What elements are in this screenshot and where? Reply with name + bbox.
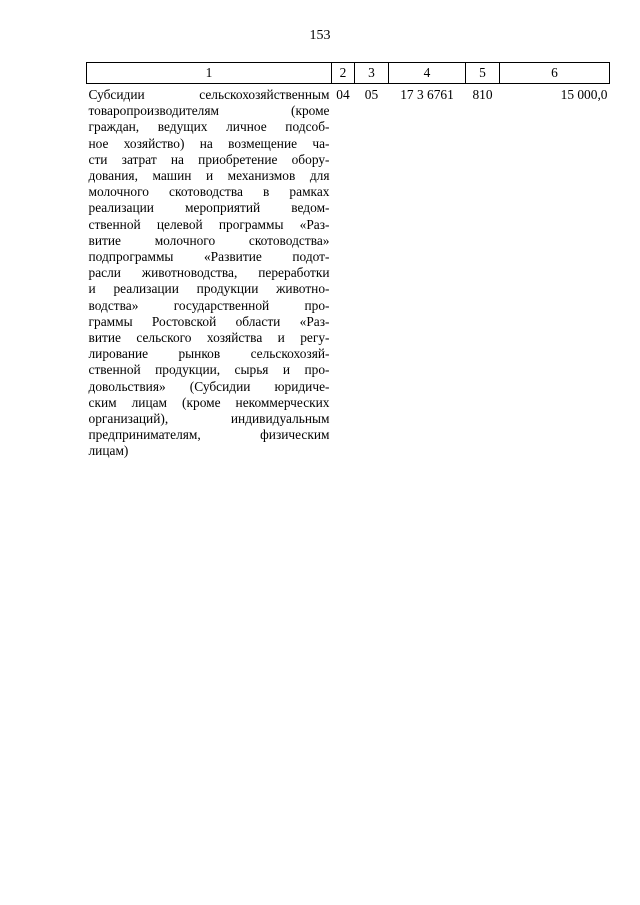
column-header-6: 6 <box>500 63 610 84</box>
description-line: ским лицам (кроме некоммерческих <box>88 394 330 410</box>
description-line: подпрограммы «Развитие подот- <box>88 249 330 265</box>
description-line: ственной продукции, сырья и про- <box>88 362 330 378</box>
description-line: ное хозяйство) на возмещение ча- <box>88 135 330 151</box>
description-line: водства» государственной про- <box>88 297 330 313</box>
description-line: Субсидии сельскохозяйственным <box>88 87 330 102</box>
description-line: витие молочного скотоводства» <box>88 232 330 248</box>
description-line: ственной целевой программы «Раз- <box>88 216 330 232</box>
budget-table <box>86 62 610 460</box>
table-row <box>87 84 610 460</box>
description-line: расли животноводства, переработки <box>88 265 330 281</box>
page-number: 153 <box>309 28 331 43</box>
column-header-4: 4 <box>389 63 466 84</box>
table-header-row <box>87 63 610 84</box>
description-line: граждан, ведущих личное подсоб- <box>88 119 330 135</box>
description-line: молочного скотоводства в рамках <box>88 184 330 200</box>
description-line: граммы Ростовской области «Раз- <box>88 313 330 329</box>
description-line: довольствия» (Субсидии юридиче- <box>88 378 330 394</box>
column-header-1: 1 <box>87 63 332 84</box>
description-line: и реализации продукции животно- <box>88 281 330 297</box>
column-header-5: 5 <box>466 63 500 84</box>
description-line: сти затрат на приобретение обору- <box>88 151 330 167</box>
description-line: реализации мероприятий ведом- <box>88 200 330 216</box>
row-amount: 15 000,0 <box>560 87 608 102</box>
description-line: лирование рынков сельскохозяй- <box>88 346 330 362</box>
description-line: организаций), индивидуальным <box>88 411 330 427</box>
row-description <box>87 84 332 460</box>
description-line: витие сельского хозяйства и регу- <box>88 330 330 346</box>
row-section: 04 <box>336 87 350 102</box>
description-line: дования, машин и механизмов для <box>88 168 330 184</box>
description-line: предпринимателям, физическим <box>88 427 330 443</box>
description-line: товаропроизводителям (кроме <box>88 103 330 119</box>
description-line: лицам) <box>88 443 129 459</box>
row-expense-type: 810 <box>472 87 493 102</box>
row-target-item: 17 3 6761 <box>400 87 454 102</box>
column-header-3: 3 <box>355 63 389 84</box>
row-subsection: 05 <box>364 87 379 102</box>
column-header-2: 2 <box>332 63 355 84</box>
